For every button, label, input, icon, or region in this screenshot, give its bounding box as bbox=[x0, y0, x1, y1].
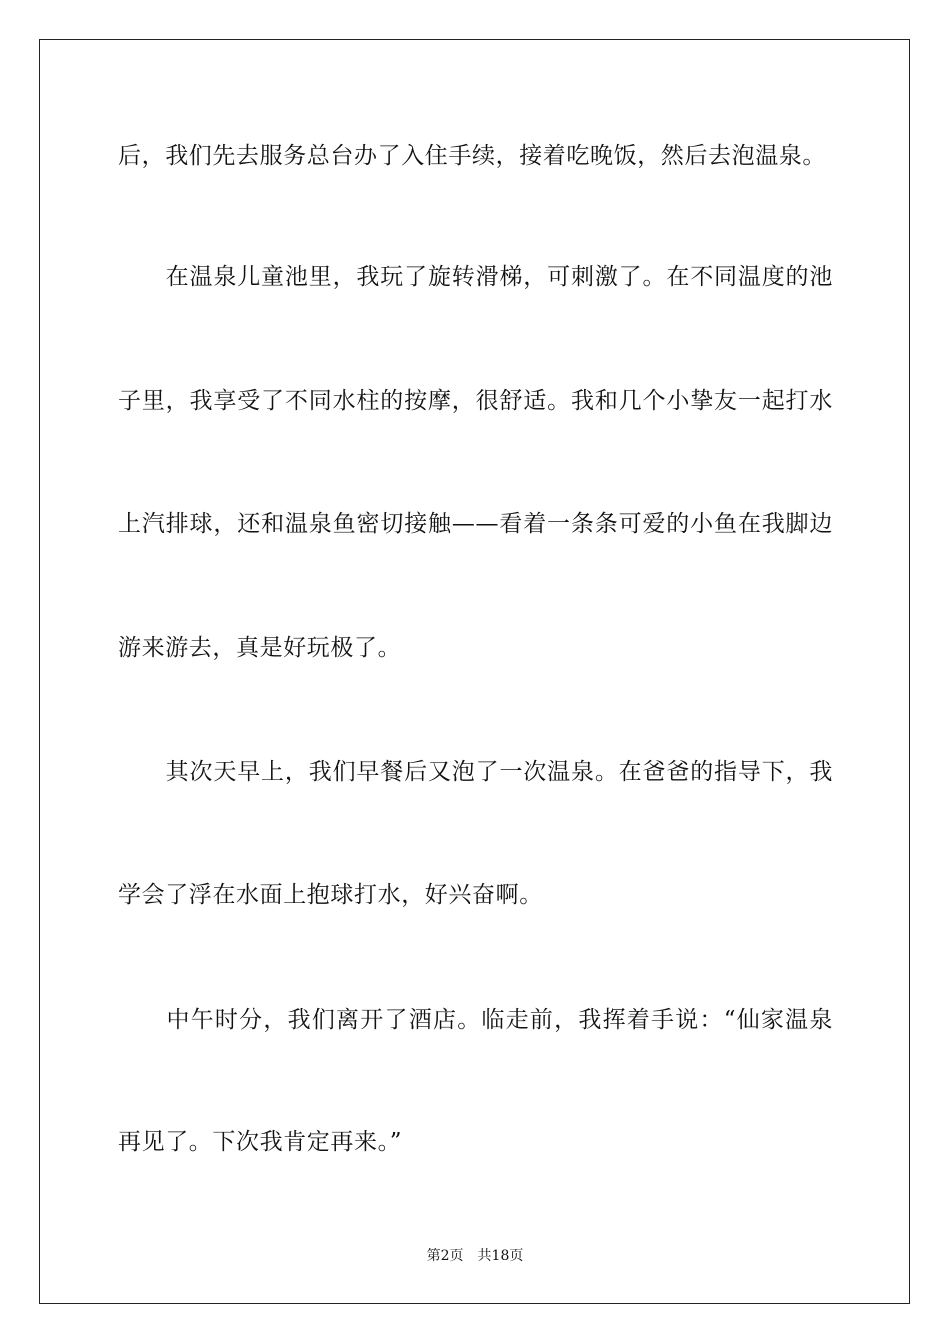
text-line: 在温泉儿童池里，我玩了旋转滑梯，可刺激了。在不同温度的池 bbox=[118, 264, 833, 290]
text-line: 学会了浮在水面上抱球打水，好兴奋啊。 bbox=[118, 882, 543, 908]
text-line: 子里，我享受了不同水柱的按摩，很舒适。我和几个小挚友一起打水 bbox=[118, 388, 833, 414]
text-line: 上汽排球，还和温泉鱼密切接触——看着一条条可爱的小鱼在我脚边 bbox=[118, 511, 833, 537]
page-border bbox=[39, 39, 910, 1304]
text-line: 中午时分，我们离开了酒店。临走前，我挥着手说：“仙家温泉 bbox=[118, 1007, 833, 1033]
text-line: 其次天早上，我们早餐后又泡了一次温泉。在爸爸的指导下，我 bbox=[118, 759, 833, 785]
text-line: 再见了。下次我肯定再来。” bbox=[118, 1129, 403, 1155]
page-number-footer: 第2页 共18页 bbox=[426, 1248, 524, 1264]
text-line: 后，我们先去服务总台办了入住手续，接着吃晚饭，然后去泡温泉。 bbox=[118, 143, 826, 169]
text-line: 游来游去，真是好玩极了。 bbox=[118, 635, 402, 661]
